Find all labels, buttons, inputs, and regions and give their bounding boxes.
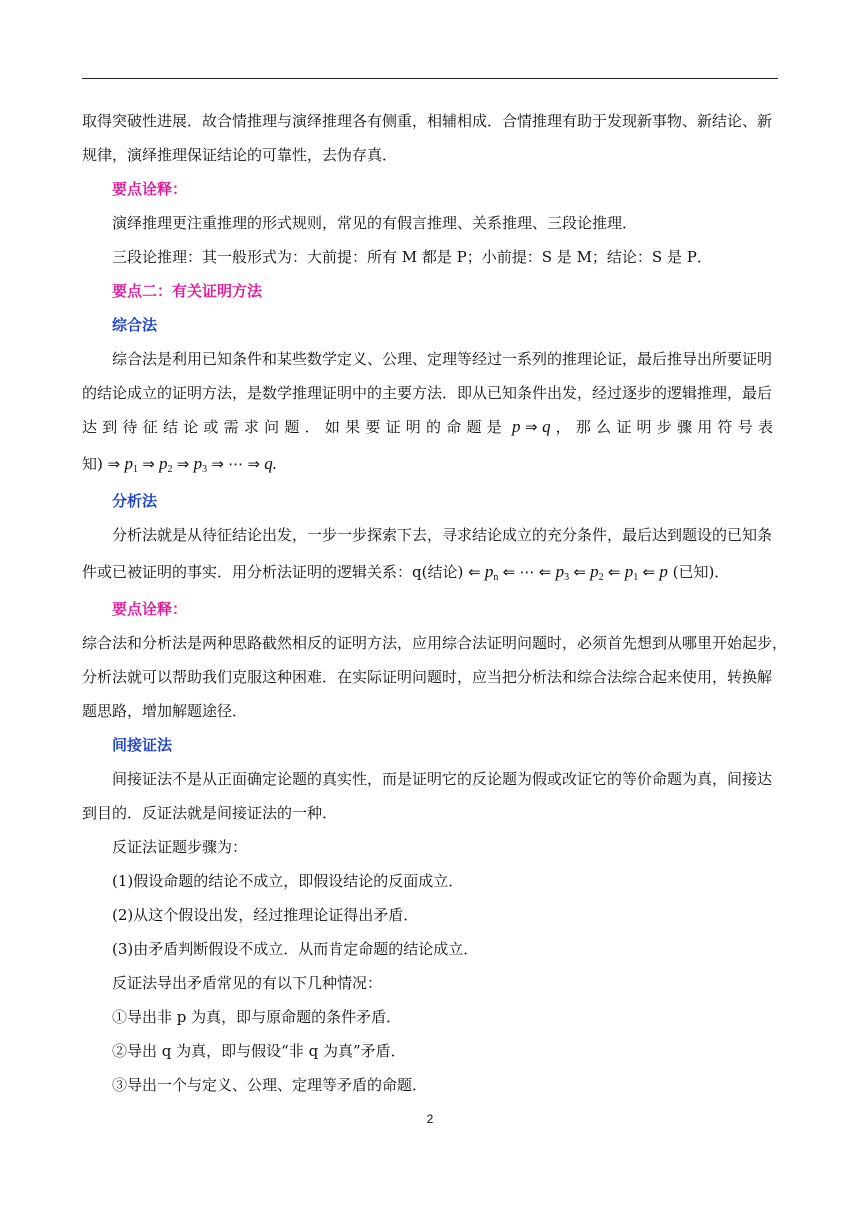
paragraph-line: 规律，演绎推理保证结论的可靠性，去伪存真．	[82, 146, 398, 164]
paragraph-line: 综合法和分析法是两种思路截然相反的证明方法，应用综合法证明问题时，必须首先想到从哪里开始起步，	[82, 634, 788, 652]
paragraph-line: 三段论推理：其一般形式为：大前提：所有 M 都是 P；小前提：S 是 M；结论：S 是 P．	[112, 248, 712, 266]
list-item: (1)假设命题的结论不成立，即假设结论的反面成立．	[112, 872, 464, 890]
list-item: (2)从这个假设出发，经过推理论证得出矛盾．	[112, 906, 419, 924]
list-item: ②导出 q 为真，即与假设“非 q 为真”矛盾．	[112, 1042, 406, 1060]
page-number: 2	[426, 1112, 434, 1126]
paragraph-line: 反证法导出矛盾常见的有以下几种情况：	[112, 974, 383, 992]
text-span: 件或已被证明的事实．用分析法证明的逻辑关系：q(结论)	[82, 563, 464, 581]
text-span: ，那么证明步骤用符号表	[555, 418, 778, 436]
text-span: 达到待征结论或需求问题．如果要证明的命题是	[82, 418, 507, 436]
paragraph-line: 题思路，增加解题途径．	[82, 702, 248, 720]
paragraph-line-formula	[82, 410, 778, 444]
subheading-indirect: 间接证法	[112, 736, 173, 754]
header-rule	[82, 78, 778, 79]
paragraph-line: 反证法证题步骤为：	[112, 838, 248, 856]
paragraph-line: 的结论成立的证明方法，是数学推理证明中的主要方法．即从已知条件出发，经过逐步的逻辑推理，最后	[82, 384, 773, 402]
paragraph-line: 分析法就可以帮助我们克服这种困难．在实际证明问题时，应当把分析法和综合法综合起来使用，转换解	[82, 668, 773, 686]
paragraph-line: 取得突破性进展．故合情推理与演绎推理各有侧重，相辅相成．合情推理有助于发现新事物、新结论、新	[82, 112, 773, 130]
key-point-label: 要点诠释：	[112, 600, 188, 618]
list-item: (3)由矛盾判断假设不成立．从而肯定命题的结论成立．	[112, 940, 479, 958]
paragraph-line: 到目的．反证法就是间接证法的一种．	[82, 804, 338, 822]
subheading-analysis: 分析法	[112, 492, 158, 510]
list-item: ③导出一个与定义、公理、定理等矛盾的命题．	[112, 1076, 428, 1094]
formula-backward-chain: ⇐ $p_n$ ⇐ ⋯ ⇐ $p_3$ ⇐ $p_2$ ⇐ $p_1$ ⇐ p	[468, 562, 668, 583]
paragraph-line: 间接证法不是从正面确定论题的真实性，而是证明它的反论题为假或改证它的等价命题为真，间接达	[112, 770, 773, 788]
text-span: 知)	[82, 455, 103, 473]
paragraph-line: 综合法是利用已知条件和某些数学定义、公理、定理等经过一系列的推理论证，最后推导出所要证明	[112, 350, 773, 368]
formula-chain: ⇒ $p_1$ ⇒ $p_2$ ⇒ $p_3$ ⇒ ⋯ ⇒ q.	[107, 454, 278, 475]
key-point-label: 要点诠释：	[112, 180, 188, 198]
paragraph-line-formula	[82, 444, 778, 484]
paragraph-line-formula	[82, 552, 778, 592]
list-item: ①导出非 p 为真，即与原命题的条件矛盾．	[112, 1008, 402, 1026]
page-content	[82, 104, 788, 1102]
subheading-synthesis: 综合法	[112, 316, 158, 334]
paragraph-line: 分析法就是从待征结论出发，一步一步探索下去，寻求结论成立的充分条件，最后达到题设的已知条	[112, 526, 773, 544]
text-span: (已知)．	[672, 563, 730, 581]
paragraph-line: 演绎推理更注重推理的形式规则，常见的有假言推理、关系推理、三段论推理．	[112, 214, 638, 232]
section-heading: 要点二：有关证明方法	[112, 282, 263, 300]
formula-p-implies-q: p ⇒ q	[512, 417, 551, 436]
